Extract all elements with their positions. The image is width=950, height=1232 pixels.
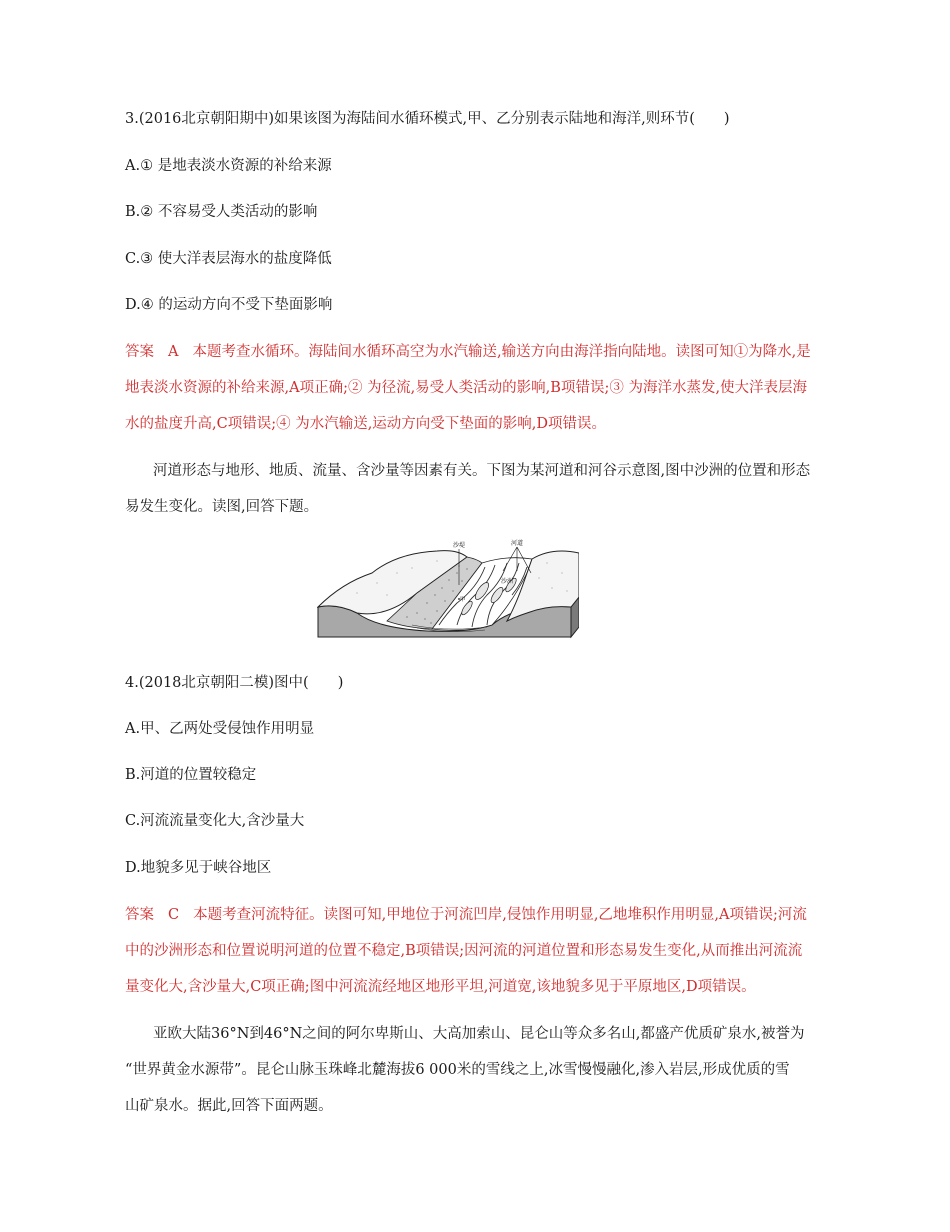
spring-intro-1: 亚欧大陆36°N到46°N之间的阿尔卑斯山、大高加索山、昆仑山等众多名山,都盛产优质矿泉水,被誉为 (153, 1026, 805, 1042)
label-channel: 河道 (511, 540, 524, 547)
answer-label: 答案 (125, 907, 154, 923)
q3-option-a: A.① 是地表淡水资源的补给来源 (125, 158, 332, 174)
q3-option-c: C.③ 使大洋表层海水的盐度降低 (125, 251, 332, 267)
label-jia: 甲 (460, 597, 466, 603)
point-jia (458, 598, 460, 600)
label-sand-bank: 沙堤 (453, 542, 466, 549)
label-sandbar: 沙洲 (501, 578, 514, 585)
q4-explanation-2: 中的沙洲形态和位置说明河道的位置不稳定,B项错误;因河流的河道位置和形态易发生变化,从而推出河流流 (125, 943, 803, 959)
q4-answer-line-1 (125, 905, 807, 925)
spring-intro-2: “世界黄金水源带”。昆仑山脉玉珠峰北麓海拔6 000米的雪线之上,冰雪慢慢融化,渗入岩层,形成优质的雪 (125, 1062, 790, 1078)
q3-explanation-1: 本题考查水循环。海陆间水循环高空为水汽输送,输送方向由海洋指向陆地。读图可知①为降水,是 (192, 344, 811, 360)
answer-letter: C (168, 907, 180, 923)
spring-intro-3: 山矿泉水。据此,回答下面两题。 (125, 1098, 333, 1114)
q4-stem: 4.(2018北京朝阳二模)图中( ) (125, 675, 344, 691)
q3-answer-line-1 (125, 342, 811, 362)
answer-label: 答案 (125, 344, 154, 360)
q4-option-a: A.甲、乙两处受侵蚀作用明显 (125, 721, 315, 737)
q3-option-d: D.④ 的运动方向不受下垫面影响 (125, 297, 333, 313)
q4-explanation-1: 本题考查河流特征。读图可知,甲地位于河流凹岸,侵蚀作用明显,乙地堆积作用明显,A项错误;河流 (193, 907, 807, 923)
river-intro-2: 易发生变化。读图,回答下题。 (125, 499, 319, 515)
q4-option-c: C.河流流量变化大,含沙量大 (125, 813, 305, 829)
q3-option-b: B.② 不容易受人类活动的影响 (125, 204, 318, 220)
q3-explanation-3: 水的盐度升高,C项错误;④ 为水汽输送,运动方向受下垫面的影响,D项错误。 (125, 416, 607, 432)
answer-letter: A (168, 344, 179, 360)
river-valley-diagram (317, 533, 579, 639)
q4-option-d: D.地貌多见于峡谷地区 (125, 860, 272, 876)
q4-option-b: B.河道的位置较稳定 (125, 767, 257, 783)
river-intro-1: 河道形态与地形、地质、流量、含沙量等因素有关。下图为某河道和河谷示意图,图中沙洲的位置和形态 (153, 463, 811, 479)
q3-stem: 3.(2016北京朝阳期中)如果该图为海陆间水循环模式,甲、乙分别表示陆地和海洋,则环节( ) (125, 111, 730, 127)
q3-explanation-2: 地表淡水资源的补给来源,A项正确;② 为径流,易受人类活动的影响,B项错误;③ 为海洋水蒸发,使大洋表层海 (125, 380, 808, 396)
q4-explanation-3: 量变化大,含沙量大,C项正确;图中河流流经地区地形平坦,河道宽,该地貌多见于平原地区,D项错误。 (125, 979, 756, 995)
